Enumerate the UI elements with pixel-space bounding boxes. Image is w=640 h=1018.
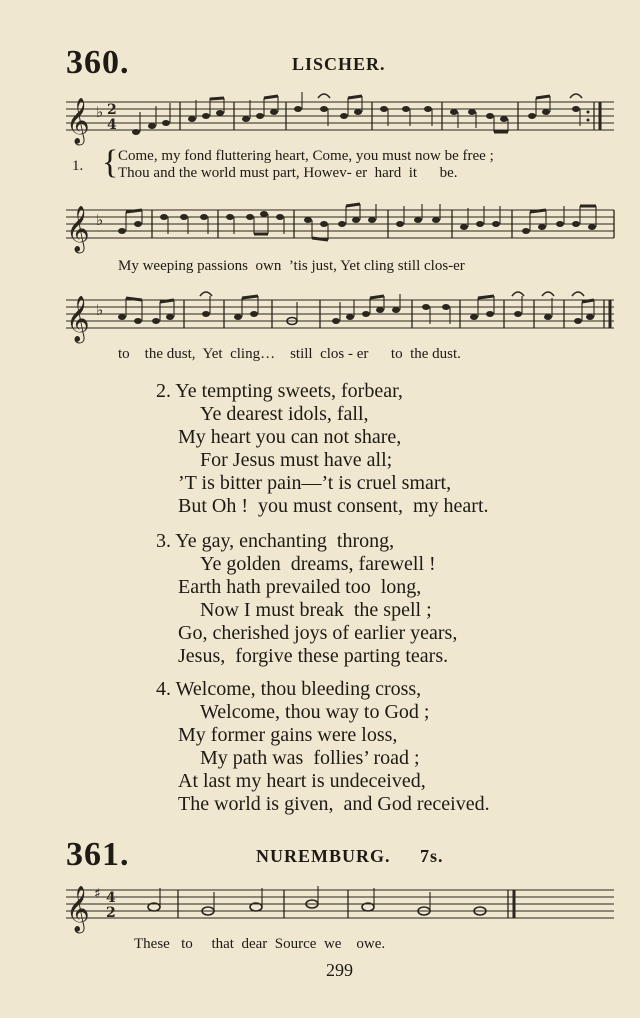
verse-line: Jesus, forgive these parting tears.	[178, 645, 449, 667]
page-number: 299	[326, 960, 353, 980]
verse-line: 2. Ye tempting sweets, forbear,	[156, 380, 403, 402]
verse-line: My path was follies’ road ;	[200, 747, 420, 769]
fermata-icon	[542, 292, 554, 296]
notes-hymn-361	[148, 886, 514, 918]
verse-line: Go, cherished joys of earlier years,	[178, 622, 458, 644]
verse-line: The world is given, and God received.	[178, 793, 490, 815]
notes-system-2	[118, 204, 614, 240]
verse-line: My heart you can not share,	[178, 426, 402, 448]
music-staff-system-2	[60, 200, 620, 260]
fermata-icon	[318, 94, 330, 98]
verse-line: But Oh ! you must consent, my heart.	[178, 495, 489, 517]
verse-line: For Jesus must have all;	[200, 449, 393, 471]
verse-1-lyric-line-2: Thou and the world must part, Howev- er hard it be.	[118, 165, 458, 181]
sharp-key-signature-icon: ♯	[94, 886, 101, 902]
fermata-icon	[200, 292, 212, 296]
verse-line: 4. Welcome, thou bleeding cross,	[156, 678, 422, 700]
verse-4	[156, 678, 490, 816]
verse-2	[156, 380, 489, 518]
verse-line: At last my heart is undeceived,	[178, 770, 426, 792]
time-signature-bottom: 4	[107, 117, 117, 133]
time-signature-top: 4	[106, 890, 116, 906]
verse-line: Earth hath prevailed too long,	[178, 576, 422, 598]
hymn-number-360: 360.	[66, 44, 130, 81]
treble-clef-icon: 𝄞	[66, 296, 90, 342]
time-signature-top: 2	[107, 102, 117, 118]
notes-system-1	[132, 92, 600, 135]
fermata-icon	[570, 94, 582, 98]
verse-1-lyric-line-1: Come, my fond fluttering heart, Come, you must now be free ;	[118, 148, 494, 164]
music-staff-hymn-361	[60, 880, 620, 940]
verse-line: Now I must break the spell ;	[200, 599, 432, 621]
flat-key-signature-icon: ♭	[96, 211, 104, 229]
fermata-icon	[512, 292, 524, 296]
treble-clef-icon: 𝄞	[66, 206, 90, 252]
verse-line: Ye golden dreams, farewell !	[200, 553, 436, 575]
hymn-number-361: 361.	[66, 836, 130, 873]
tune-name-lischer: LISCHER.	[292, 54, 386, 74]
time-signature-bottom: 2	[106, 905, 116, 921]
meter: 7s.	[420, 846, 444, 866]
system-3-lyric: to the dust, Yet cling… still clos - er to the dust.	[118, 346, 461, 362]
music-staff-system-1	[60, 92, 620, 152]
verse-line: Welcome, thou way to God ;	[200, 701, 430, 723]
verse-3	[156, 530, 457, 668]
verse-line: 3. Ye gay, enchanting throng,	[156, 530, 395, 552]
verse-line: My former gains were loss,	[178, 724, 398, 746]
treble-clef-icon: 𝄞	[66, 98, 90, 144]
verse-line: Ye dearest idols, fall,	[200, 403, 369, 425]
system-2-lyric: My weeping passions own ’tis just, Yet cling still clos-er	[118, 258, 465, 274]
tune-name-nuremburg: NUREMBURG.	[256, 846, 391, 866]
treble-clef-icon: 𝄞	[66, 886, 90, 932]
verse-1-number: 1.	[72, 158, 84, 174]
hymn-361-lyric: These to that dear Source we owe.	[134, 936, 386, 952]
flat-key-signature-icon: ♭	[96, 301, 104, 319]
notes-system-3	[118, 292, 610, 328]
verse-brace: {	[102, 144, 119, 181]
flat-key-signature-icon: ♭	[96, 103, 104, 121]
music-staff-system-3	[60, 290, 620, 350]
verse-line: ’T is bitter pain—’t is cruel smart,	[178, 472, 452, 494]
fermata-icon	[572, 292, 584, 296]
